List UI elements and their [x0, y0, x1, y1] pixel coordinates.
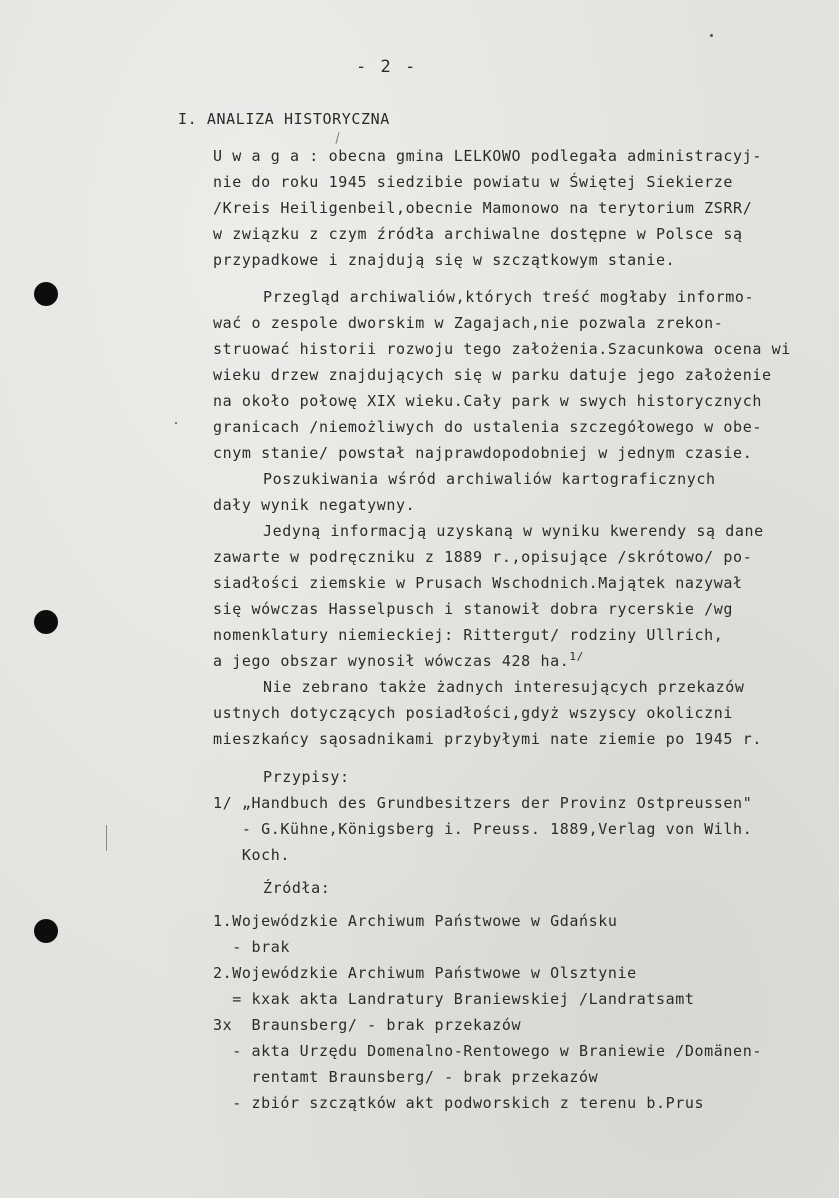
paragraph-line: wieku drzew znajdujących się w parku datuje jego założenie — [213, 366, 772, 384]
paragraph-line: siadłości ziemskie w Prusach Wschodnich.Majątek nazywał — [213, 574, 743, 592]
paragraph-line: cnym stanie/ powstał najprawdopodobniej w jednym czasie. — [213, 444, 753, 462]
source-line: - brak — [213, 938, 291, 956]
paragraph-line: Przegląd archiwaliów,których treść mogłaby informo- — [263, 288, 755, 306]
paragraph-line: U w a g a : obecna gmina LELKOWO podlegała administracyj- — [213, 147, 762, 165]
paragraph-line: Poszukiwania wśród archiwaliów kartograficznych — [263, 470, 716, 488]
paragraph-line: dały wynik negatywny. — [213, 496, 416, 514]
source-line: = kxak akta Landratury Braniewskiej /Landratsamt — [213, 990, 695, 1008]
source-line: 2.Wojewódzkie Archiwum Państwowe w Olsztynie — [213, 964, 637, 982]
paragraph-line — [213, 652, 584, 670]
footnote-line: 1/ „Handbuch des Grundbesitzers der Provinz Ostpreussen" — [213, 794, 753, 812]
paragraph-line: przypadkowe i znajdują się w szczątkowym stanie. — [213, 251, 676, 269]
paragraph-line: Nie zebrano także żadnych interesujących przekazów — [263, 678, 745, 696]
pen-tick-mark — [335, 132, 339, 144]
punch-hole — [34, 919, 58, 943]
paragraph-line: struować historii rozwoju tego założenia.Szacunkowa ocena wi — [213, 340, 791, 358]
sources-heading: Źródła: — [263, 879, 331, 897]
paragraph-line: na około połowę XIX wieku.Cały park w swych historycznych — [213, 392, 762, 410]
footnote-line: - G.Kühne,Königsberg i. Preuss. 1889,Verlag von Wilh. — [213, 820, 753, 838]
source-line: - zbiór szczątków akt podworskich z terenu b.Prus — [213, 1094, 705, 1112]
margin-mark — [106, 825, 107, 851]
paragraph-line: nomenklatury niemieckiej: Rittergut/ rodziny Ullrich, — [213, 626, 724, 644]
source-line: - akta Urzędu Domenalno-Rentowego w Braniewie /Domänen- — [213, 1042, 762, 1060]
paragraph-line: ustnych dotyczących posiadłości,gdyż wszyscy okoliczni — [213, 704, 734, 722]
paragraph-line: /Kreis Heiligenbeil,obecnie Mamonowo na terytorium ZSRR/ — [213, 199, 753, 217]
section-heading: I. ANALIZA HISTORYCZNA — [178, 110, 390, 128]
page-number: - 2 - — [356, 57, 418, 77]
punch-hole — [34, 610, 58, 634]
footnote-line: Koch. — [213, 846, 291, 864]
paragraph-line: wać o zespole dworskim w Zagajach,nie pozwala zrekon- — [213, 314, 724, 332]
ink-speck — [710, 34, 713, 37]
paragraph-line-text: a jego obszar wynosił wówczas 428 ha. — [213, 652, 570, 670]
footnotes-heading: Przypisy: — [263, 768, 350, 786]
source-line: rentamt Braunsberg/ - brak przekazów — [213, 1068, 599, 1086]
paragraph-line: nie do roku 1945 siedzibie powiatu w Świętej Siekierze — [213, 173, 734, 191]
paragraph-line: zawarte w podręczniku z 1889 r.,opisujące /skrótowo/ po- — [213, 548, 753, 566]
source-line: 1.Wojewódzkie Archiwum Państwowe w Gdańsku — [213, 912, 618, 930]
paragraph-line: granicach /niemożliwych do ustalenia szczegółowego w obe- — [213, 418, 762, 436]
punch-hole — [34, 282, 58, 306]
paragraph-line: się wówczas Hasselpusch i stanowił dobra rycerskie /wg — [213, 600, 734, 618]
ink-speck — [175, 422, 177, 424]
source-line: 3x Braunsberg/ - brak przekazów — [213, 1016, 522, 1034]
paragraph-line: mieszkańcy sąosadnikami przybyłymi nate ziemie po 1945 r. — [213, 730, 762, 748]
footnote-reference: 1/ — [569, 650, 584, 663]
paragraph-line: w związku z czym źródła archiwalne dostępne w Polsce są — [213, 225, 743, 243]
paragraph-line: Jedyną informacją uzyskaną w wyniku kwerendy są dane — [263, 522, 764, 540]
